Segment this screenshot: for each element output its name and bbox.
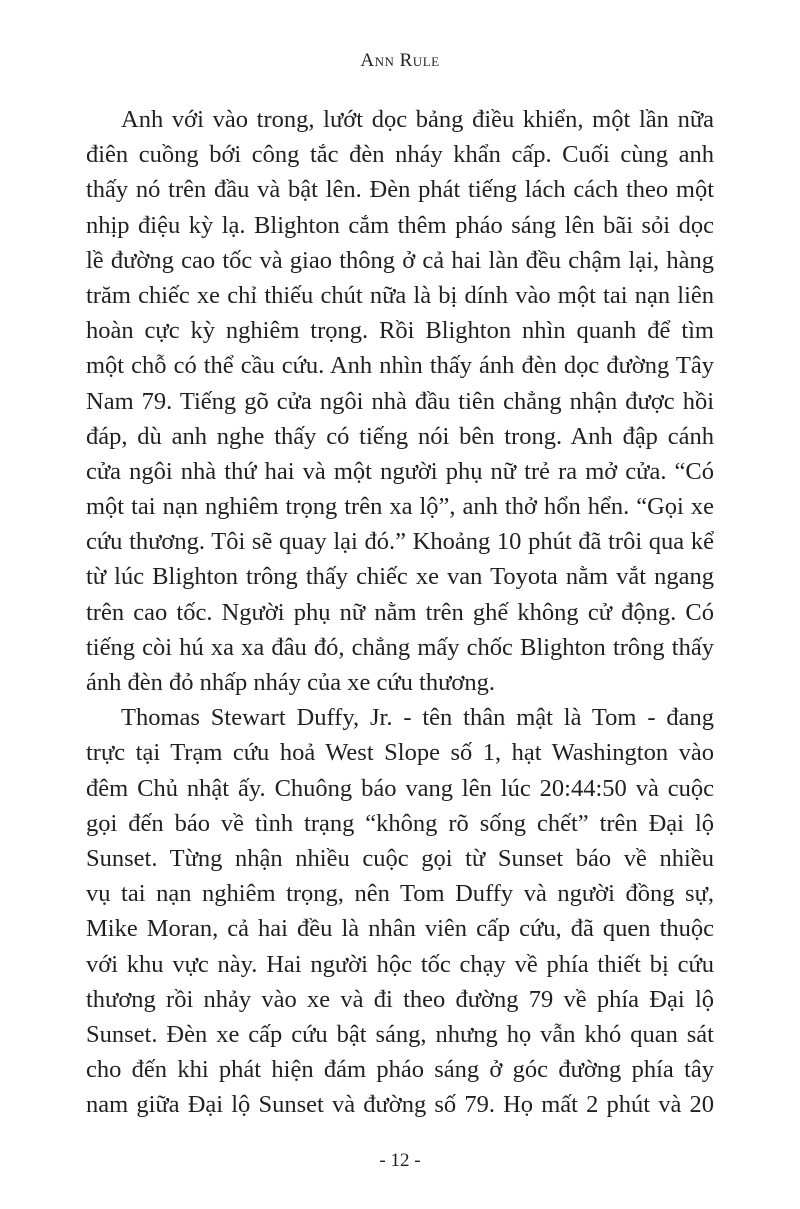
text-line: Sunset. Đèn xe cấp cứu bật sáng, nhưng họ vẫn khó quan sát: [86, 1020, 714, 1048]
text-line: cho đến khi phát hiện đám pháo sáng ở góc đường phía tây: [86, 1056, 714, 1084]
text-line: Thomas Stewart Duffy, Jr. - tên thân mật là Tom - đang: [121, 704, 714, 732]
page-number: - 12 -: [379, 1150, 421, 1171]
text-line: với khu vực này. Hai người hộc tốc chạy về phía thiết bị cứu: [86, 950, 714, 978]
text-line: nhịp điệu kỳ lạ. Blighton cắm thêm pháo sáng lên bãi sỏi dọc: [86, 211, 714, 239]
text-line: trăm chiếc xe chỉ thiếu chút nữa là bị dính vào một tai nạn liên: [86, 281, 714, 309]
running-head: [0, 50, 800, 72]
text-line: Nam 79. Tiếng gõ cửa ngôi nhà đầu tiên chẳng nhận được hồi: [86, 387, 714, 415]
text-line: Sunset. Từng nhận nhiều cuộc gọi từ Sunset báo về nhiều: [86, 844, 714, 872]
text-line: vụ tai nạn nghiêm trọng, nên Tom Duffy và người đồng sự,: [86, 880, 714, 908]
page-body: [86, 102, 714, 1122]
running-head-text: Ann Rule: [360, 50, 440, 71]
text-line: điên cuồng bới công tắc đèn nháy khẩn cấp. Cuối cùng anh: [86, 141, 714, 169]
text-line: cứu thương. Tôi sẽ quay lại đó.” Khoảng 10 phút đã trôi qua kể: [86, 528, 714, 556]
text-line: đêm Chủ nhật ấy. Chuông báo vang lên lúc 20:44:50 và cuộc: [86, 774, 714, 802]
text-line: đáp, dù anh nghe thấy có tiếng nói bên trong. Anh đập cánh: [86, 422, 714, 450]
text-line: trực tại Trạm cứu hoả West Slope số 1, hạt Washington vào: [86, 739, 714, 767]
text-line: ánh đèn đỏ nhấp nháy của xe cứu thương.: [86, 669, 495, 696]
text-line: lề đường cao tốc và giao thông ở cả hai làn đều chậm lại, hàng: [86, 246, 714, 274]
text-line: Anh với vào trong, lướt dọc bảng điều khiển, một lần nữa: [121, 106, 714, 133]
text-line: trên cao tốc. Người phụ nữ nằm trên ghế không cử động. Có: [86, 598, 714, 626]
text-line: gọi đến báo về tình trạng “không rõ sống chết” trên Đại lộ: [86, 809, 714, 837]
text-line: thương rồi nhảy vào xe và đi theo đường 79 về phía Đại lộ: [86, 985, 714, 1013]
paragraph: [86, 700, 714, 1122]
text-line: Mike Moran, cả hai đều là nhân viên cấp cứu, đã quen thuộc: [86, 915, 714, 943]
text-line: tiếng còi hú xa xa đâu đó, chẳng mấy chốc Blighton trông thấy: [86, 633, 714, 661]
text-line: cửa ngôi nhà thứ hai và một người phụ nữ trẻ ra mở cửa. “Có: [86, 457, 714, 485]
text-line: từ lúc Blighton trông thấy chiếc xe van Toyota nằm vắt ngang: [86, 563, 714, 591]
text-line: hoàn cực kỳ nghiêm trọng. Rồi Blighton nhìn quanh để tìm: [86, 317, 714, 345]
text-line: thấy nó trên đầu và bật lên. Đèn phát tiếng lách cách theo một: [86, 176, 714, 204]
paragraph: [86, 102, 714, 700]
text-line: một chỗ có thể cầu cứu. Anh nhìn thấy ánh đèn dọc đường Tây: [86, 352, 714, 380]
text-line: một tai nạn nghiêm trọng trên xa lộ”, anh thở hổn hển. “Gọi xe: [86, 493, 714, 521]
text-line: nam giữa Đại lộ Sunset và đường số 79. Họ mất 2 phút và 20: [86, 1091, 714, 1119]
